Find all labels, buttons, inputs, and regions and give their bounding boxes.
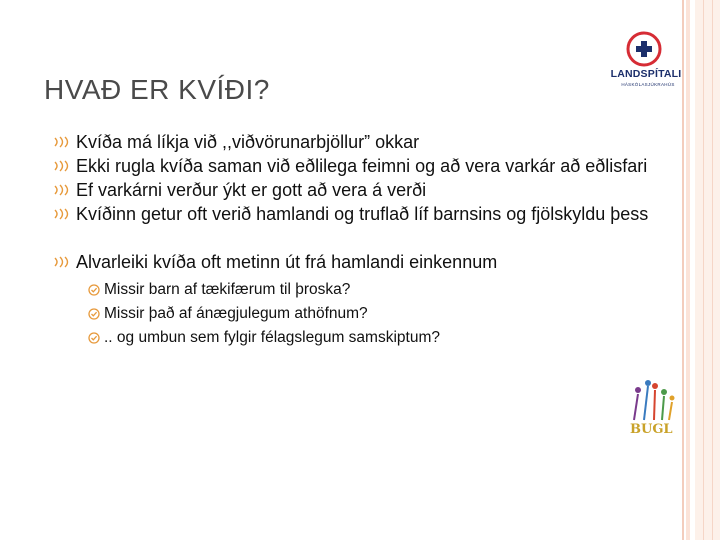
- bullet-text: Ef varkárni verður ýkt er gott að vera á verði: [76, 180, 427, 200]
- landspitali-wordmark: LANDSPÍTALI: [610, 68, 682, 80]
- circle-check-icon: [88, 308, 100, 320]
- bullet-marker-icon: [54, 160, 71, 172]
- sub-bullet-item: [104, 326, 666, 350]
- sub-bullet-text: .. og umbun sem fylgir félagslegum samskiptum?: [104, 329, 440, 346]
- bullet-marker-icon: [54, 136, 71, 148]
- sub-bullet-item: [104, 302, 666, 326]
- bullet-item: [76, 202, 666, 226]
- decorative-stripe: [703, 0, 704, 540]
- bullet-item: [76, 178, 666, 202]
- decorative-stripe: [695, 0, 720, 540]
- bugl-wordmark: BUGL: [630, 422, 673, 437]
- bullet-marker-icon: [54, 184, 71, 196]
- circle-check-icon: [88, 332, 100, 344]
- bullet-text: Kvíðinn getur oft verið hamlandi og truflað líf barnsins og fjölskyldu þess: [76, 204, 649, 224]
- bullet-item: [76, 130, 666, 154]
- bullet-text: Alvarleiki kvíða oft metinn út frá hamlandi einkennum: [76, 252, 498, 272]
- circle-check-icon: [88, 284, 100, 296]
- landspitali-subtitle: HÁSKÓLASJÚKRAHÚS: [621, 82, 675, 87]
- bullet-marker-icon: [54, 256, 71, 268]
- sub-bullet-item: [104, 278, 666, 302]
- bullet-text: Ekki rugla kvíða saman við eðlilega feimni og að vera varkár að eðlisfari: [76, 156, 648, 176]
- bullet-text: Kvíða má líkja við ,,viðvörunarbjöllur” okkar: [76, 132, 420, 152]
- bullet-item: [76, 154, 666, 178]
- bullet-list: [76, 130, 666, 350]
- landspitali-logo: [604, 30, 688, 100]
- sub-bullet-text: Missir það af ánægjulegum athöfnum?: [104, 305, 368, 322]
- sub-bullet-list: [76, 278, 666, 350]
- spacer: [76, 226, 666, 250]
- decorative-stripe: [712, 0, 713, 540]
- slide-title: HVAÐ ER KVÍÐI?: [44, 74, 270, 105]
- bullet-marker-icon: [54, 208, 71, 220]
- bullet-item-severity: [76, 250, 666, 350]
- sub-bullet-text: Missir barn af tækifærum til þroska?: [104, 281, 351, 298]
